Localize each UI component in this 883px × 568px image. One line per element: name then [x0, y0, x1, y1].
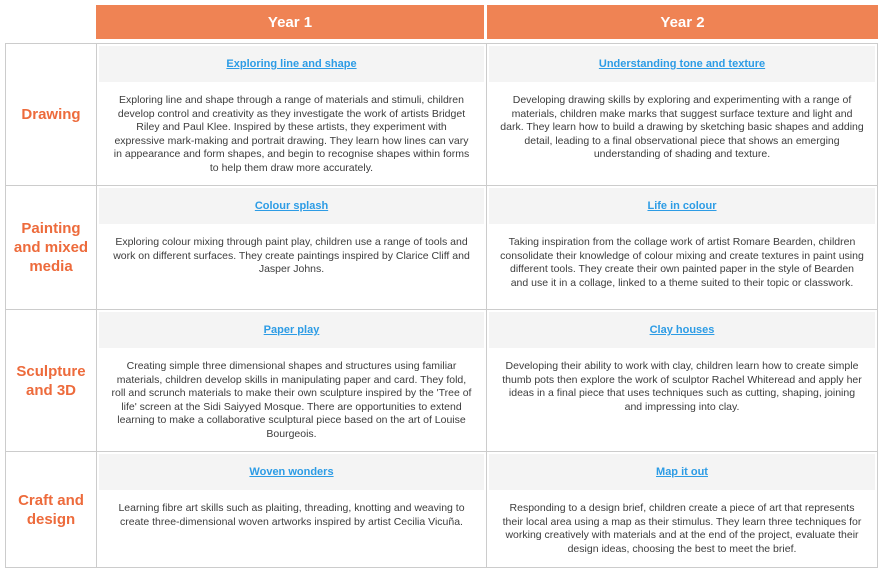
cell-painting-year2	[486, 185, 878, 309]
unit-description: Exploring line and shape through a range of materials and stimuli, children develop control and creativity as they investigate the work of artists Bridget Riley and Paul Klee. Inspired by these artists, they experiment with expressive mark-making and portrait drawing. They learn how lines can vary in appearance and form shapes, and begin to recognise shapes within forms to help them draw more accurately.	[113, 94, 470, 174]
unit-title-strip	[489, 188, 875, 224]
cell-craft-year1	[96, 451, 486, 568]
cell-painting-year1	[96, 185, 486, 309]
unit-description: Developing drawing skills by exploring and experimenting with a range of materials, children make marks that suggest surface texture and light and dark. They learn how to build a drawing by sketching basic shapes and adding detail, leading to a final observational piece that shows an emerging understanding of shading and texture.	[500, 94, 864, 160]
cell-sculpture-year2	[486, 309, 878, 451]
unit-link-colour-splash[interactable]: Colour splash	[254, 200, 329, 212]
unit-description: Taking inspiration from the collage work of artist Romare Bearden, children consolidate their knowledge of colour mixing and create textures in paint using different tools. They create their own painted paper in the style of Bearden and use it in a collage, linked to a theme suited to their topic or classwork.	[500, 236, 864, 289]
cell-sculpture-year1	[96, 309, 486, 451]
unit-description: Exploring colour mixing through paint play, children use a range of tools and work on different surfaces. They create paintings inspired by Clarice Cliff and Jasper Johns.	[113, 236, 470, 275]
table-header-row	[5, 5, 878, 39]
unit-title-strip	[99, 454, 484, 490]
table-row-craft-and-design	[5, 451, 878, 568]
year-2-header-label: Year 2	[660, 13, 705, 31]
unit-title-strip	[489, 46, 875, 82]
unit-description: Learning fibre art skills such as plaiting, threading, knotting and weaving to create three-dimensional woven artworks inspired by artist Cecilia Vicuña.	[118, 502, 465, 528]
unit-title-strip	[489, 454, 875, 490]
unit-title-strip	[99, 312, 484, 348]
row-label-painting-and-mixed-media: Painting and mixed media	[5, 185, 96, 309]
unit-link-paper-play[interactable]: Paper play	[263, 324, 320, 336]
unit-title-strip	[99, 188, 484, 224]
unit-description: Creating simple three dimensional shapes and structures using familiar materials, children develop skills in manipulating paper and card. They fold, roll and scrunch materials to make their own sculpture inspired by the 'Tree of life' screen at the Sidi Saiyyed Mosque. There are opportunities to extend learning to make a collaborative sculptural piece based on the art of Louise Bourgeois.	[111, 360, 472, 440]
year-1-header-label: Year 1	[267, 13, 313, 31]
unit-link-map-it-out[interactable]: Map it out	[656, 466, 708, 478]
unit-link-woven-wonders[interactable]: Woven wonders	[249, 466, 334, 478]
unit-description: Developing their ability to work with clay, children learn how to create simple thumb pots then explore the work of sculptor Rachel Whiteread and apply her ideas in a final piece that uses techniques such as cutting, shaping, joining and impressing into clay.	[502, 360, 862, 413]
table-row-drawing	[5, 43, 878, 185]
unit-title-strip	[99, 46, 484, 82]
unit-link-understanding-tone-and-texture[interactable]: Understanding tone and texture	[598, 58, 766, 70]
cell-drawing-year1	[96, 43, 486, 185]
table-row-painting-and-mixed-media	[5, 185, 878, 309]
unit-link-clay-houses[interactable]: Clay houses	[649, 324, 715, 336]
row-label-sculpture-and-3d: Sculpture and 3D	[5, 309, 96, 451]
unit-link-life-in-colour[interactable]: Life in colour	[647, 200, 717, 212]
year-1-header	[96, 5, 484, 39]
year-2-header	[487, 5, 878, 39]
header-spacer	[5, 5, 96, 39]
row-label-drawing: Drawing	[5, 43, 96, 185]
unit-link-exploring-line-and-shape[interactable]: Exploring line and shape	[226, 58, 357, 70]
cell-craft-year2	[486, 451, 878, 568]
cell-drawing-year2	[486, 43, 878, 185]
table-row-sculpture-and-3d	[5, 309, 878, 451]
unit-description: Responding to a design brief, children create a piece of art that represents their local area using a map as their stimulus. They learn three techniques for working creatively with materials and at the end of the project, evaluate their design ideas, choosing the best to meet the brief.	[502, 502, 862, 555]
unit-title-strip	[489, 312, 875, 348]
row-label-craft-and-design: Craft and design	[5, 451, 96, 568]
